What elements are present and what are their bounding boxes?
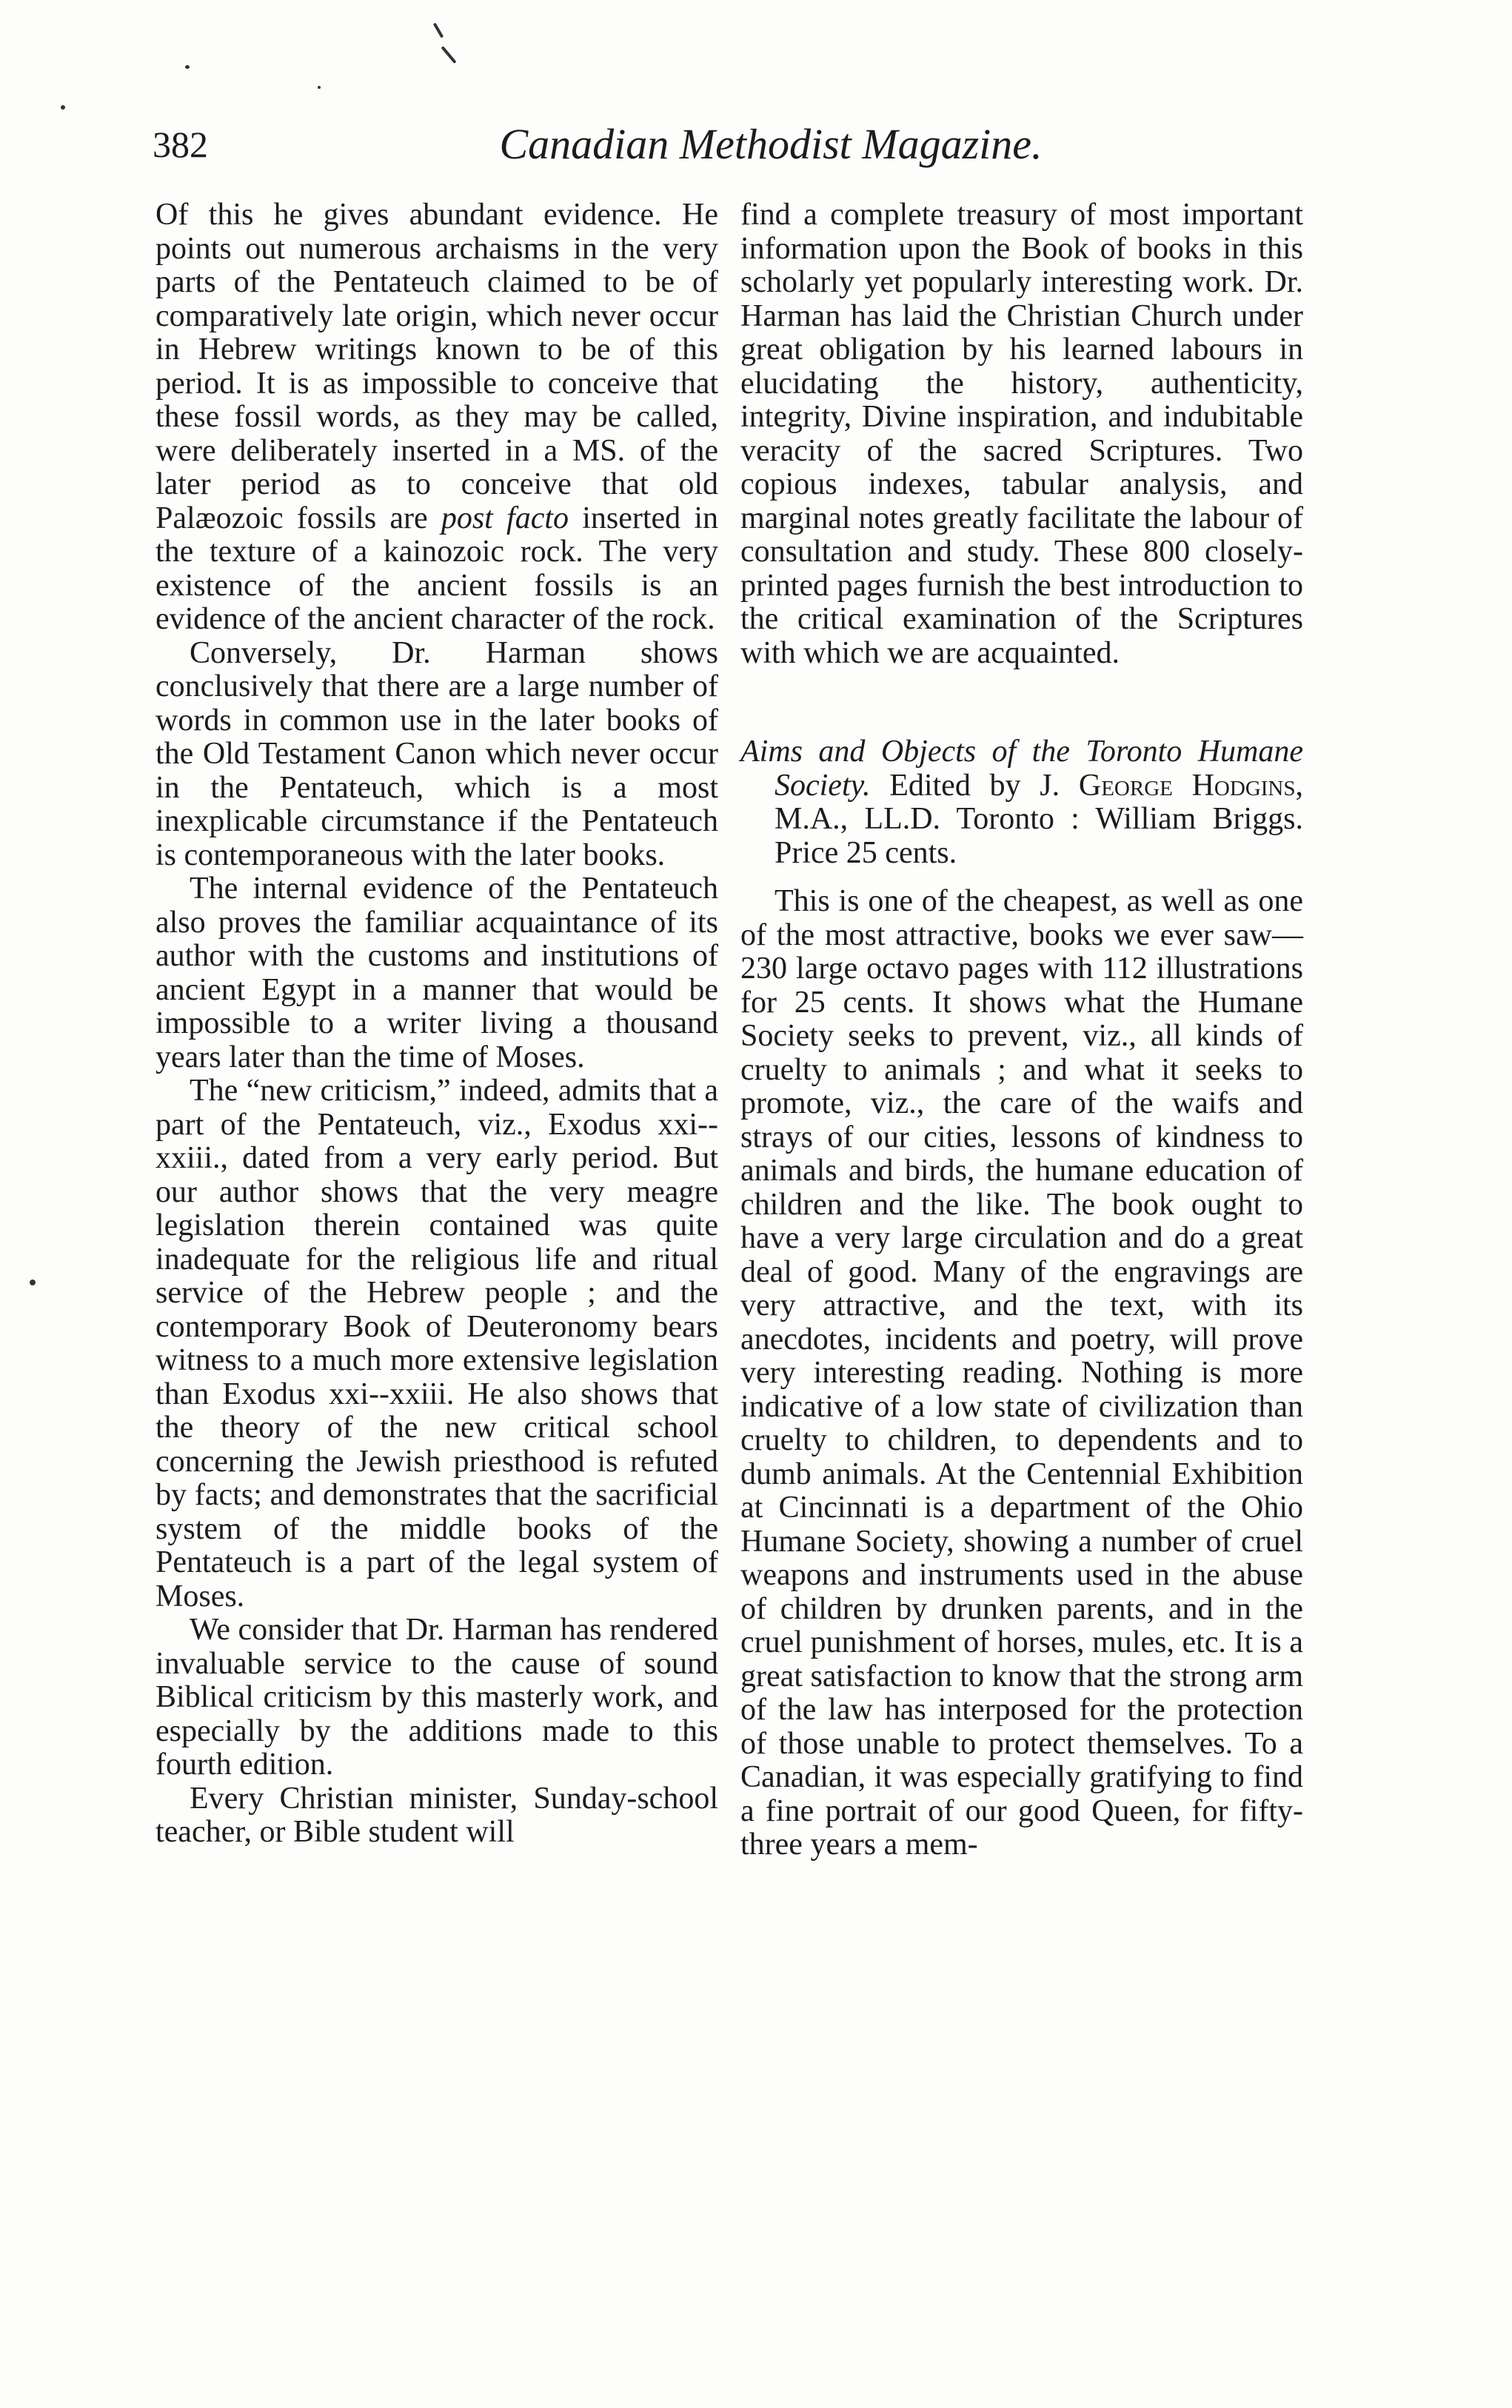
review-title: Aims and Objects of the Toronto Humane Society. <box>740 735 1303 803</box>
scan-speck <box>433 22 444 38</box>
paragraph: The “new criticism,” indeed, admits that a part of the Pentateuch, viz., Exodus xxi--xxiii., dated from a very early period. But our author shows that the very meagre legislation therein contained was quite inadequate for the religious life and ritual service of the Hebrew people ; and the contemporary Book of Deuteronomy bears witness to a much more extensive legislation than Exodus xxi--xxiii. He also shows that the theory of the new critical school concerning the Jewish priesthood is refuted by facts; and demonstrates that the sacrificial system of the middle books of the Pentateuch is a part of the legal system of Moses. <box>155 1074 718 1613</box>
scan-speck <box>61 105 65 110</box>
scan-speck <box>185 65 190 69</box>
review-publisher: Toronto : William Briggs. Price 25 cents. <box>775 802 1303 870</box>
running-title: Canadian Methodist Magazine. <box>499 120 1043 168</box>
spacer <box>740 870 1303 885</box>
paragraph <box>155 198 718 637</box>
review-editor: George Hodgins <box>1078 768 1296 803</box>
left-column <box>155 198 718 1850</box>
review-edited-by: Edited by J. <box>889 768 1060 803</box>
review-heading <box>740 735 1303 870</box>
review-credentials: , M.A., LL.D. <box>775 768 1303 836</box>
paragraph: Every Christian minister, Sunday-school teacher, or Bible student will <box>155 1781 718 1849</box>
page-header <box>153 111 1359 178</box>
scan-speck <box>441 46 456 64</box>
page-number: 382 <box>153 124 208 165</box>
section-gap <box>740 670 1303 735</box>
review-text: This is one of the cheapest, as well as one of the most attractive, books we ever saw—230 large octavo pages with 112 illustrations for 25 cents. It shows what the Humane Society seeks to prevent, viz., all kinds of cruelty to animals ; and what it seeks to promote, viz., the care of the waifs and strays of our cities, lessons of kindness to animals and birds, the humane education of children and the like. The book ought to have a very large circulation and do a great deal of good. Many of the engravings are very attractive, and the text, with its anecdotes, incidents and poetry, will prove very interesting reading. Nothing is more indicative of a low state of civilization than cruelty to children, to dependents and to dumb animals. At the Centennial Exhibition at Cincinnati is a department of the Ohio Humane Society, showing a number of cruel weapons and instruments used in the abuse of children by drunken parents, and in the cruel punishment of horses, mules, etc. It is a great satisfaction to know that the strong arm of the law has interposed for the protection of those unable to protect themselves. To a Canadian, it was especially gratifying to find a fine portrait of our good Queen, for fifty-three years a mem- <box>740 884 1303 1862</box>
scan-speck <box>30 1280 36 1285</box>
paragraph-text: Of this he gives abundant evidence. He points out numerous archaisms in the very parts of the Pentateuch claimed to be of comparatively late origin, which never occur in Hebrew writings known to be of this period. It is as impossible to conceive that these fossil words, as they may be called, were deliberately inserted in a MS. of the later period as to conceive that old Palæozoic fossils are <box>155 198 718 535</box>
paragraph-text: inserted in the texture of a kainozoic rock. The very existence of the ancient fossils is an evidence of the ancient character of the rock. <box>155 501 719 636</box>
paragraph: Conversely, Dr. Harman shows conclusively that there are a large number of words in common use in the later books of the Old Testament Canon which never occur in the Pentateuch, which is a most inexplicable circumstance if the Pentateuch is contemporaneous with the later books. <box>155 635 718 872</box>
italic-phrase: post facto <box>441 501 569 535</box>
paragraph: The internal evidence of the Pentateuch also proves the familiar acquaintance of its author with the customs and institutions of ancient Egypt in a manner that would be impossible to a writer living a thousand years later than the time of Moses. <box>155 872 718 1074</box>
paragraph: We consider that Dr. Harman has rendered invaluable service to the cause of sound Biblical criticism by this masterly work, and especially by the additions made to this fourth edition. <box>155 1613 718 1782</box>
scan-speck <box>318 86 321 89</box>
right-column <box>740 198 1303 1862</box>
paragraph: find a complete treasury of most important information upon the Book of books in this scholarly yet popularly interesting work. Dr. Harman has laid the Christian Church under great obligation by his learned labours in elucidating the history, authenticity, integrity, Divine inspiration, and indubitable veracity of the sacred Scriptures. Two copious indexes, tabular analysis, and marginal notes greatly facilitate the labour of consultation and study. These 800 closely-printed pages furnish the best introduction to the critical examination of the Scriptures with which we are acquainted. <box>740 198 1303 670</box>
